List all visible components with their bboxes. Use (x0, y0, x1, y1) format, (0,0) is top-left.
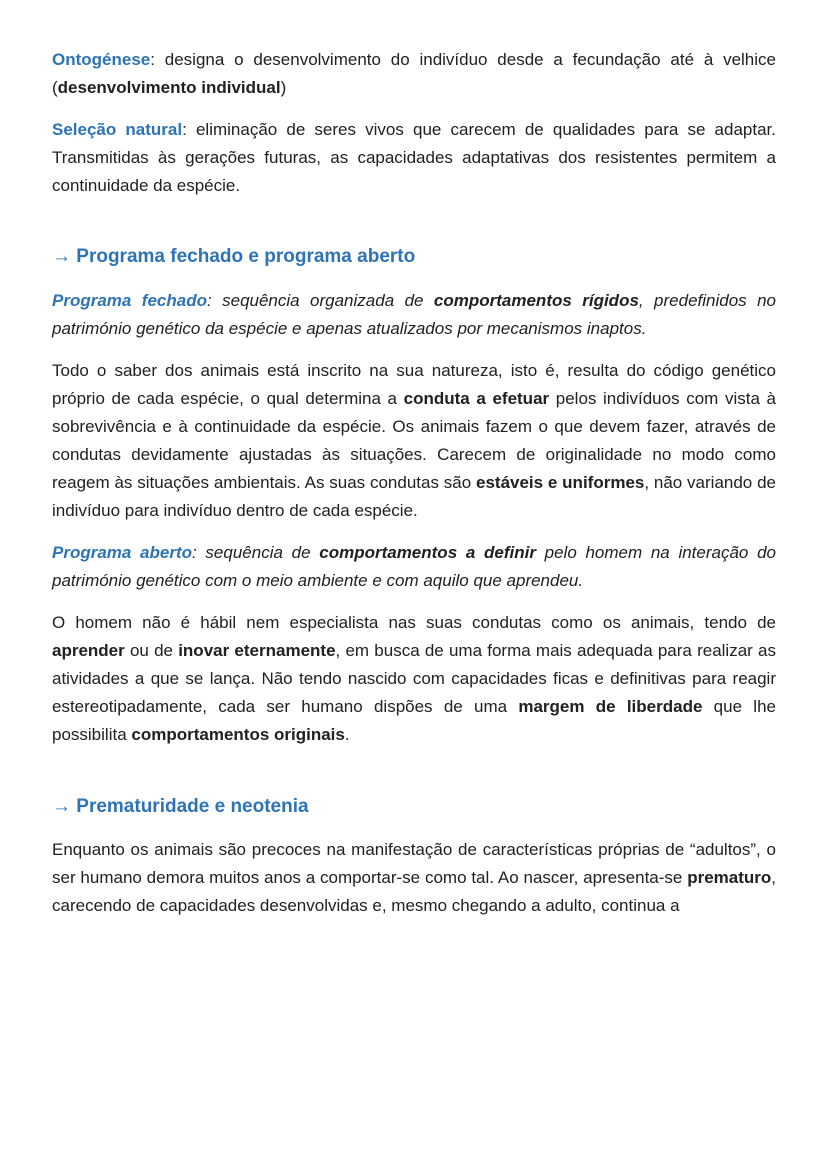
text-segment: , predefinidos no património genético da espécie e apenas atualizados por mecanismos inaptos. (52, 290, 776, 338)
text-segment: que lhe possibilita (52, 697, 776, 745)
text-segment: : sequência de (192, 543, 320, 563)
text-segment: Ontogénese (52, 50, 151, 69)
paragraph-saber-animais (52, 357, 776, 525)
text-segment: pelo homem na interação do património genético com o meio ambiente e com aquilo que aprendeu. (52, 543, 776, 591)
text-segment: Programa fechado (52, 290, 207, 310)
text-segment: prematuro (687, 868, 772, 888)
text-segment: comportamentos rígidos (433, 290, 639, 310)
text-segment: Programa aberto (52, 543, 193, 563)
text-segment: Todo o saber dos animais está inscrito na sua natureza, isto é, resulta do código genético próprio de cada espécie, o qual determina a (52, 360, 776, 408)
text-segment: inovar eternamente (178, 641, 336, 661)
text-segment: . (344, 725, 350, 745)
definition-ontogenese (52, 46, 776, 102)
text-segment: aprender (52, 641, 125, 661)
text-segment: ou de (124, 641, 179, 661)
text-segment: estáveis e uniformes (476, 473, 645, 493)
definition-programa-aberto (52, 539, 776, 595)
text-segment: ) (280, 78, 287, 98)
text-segment: comportamentos a definir (319, 543, 536, 563)
text-segment: O homem não é hábil nem especialista nas suas condutas como os animais, tendo de (52, 613, 776, 633)
text-segment: conduta a efetuar (403, 388, 550, 408)
text-segment: : designa o desenvolvimento do indivíduo desde a fecundação até à velhice ( (52, 50, 776, 98)
text-segment: → Programa fechado e programa aberto (52, 246, 416, 268)
text-segment: : sequência organizada de (206, 290, 434, 310)
paragraph-homem-condutas (52, 609, 776, 749)
text-segment: pelos indivíduos com vista à sobrevivência e à continuidade da espécie. Os animais fazem o que devem fazer, através de condutas devidamente ajustadas às situações. Carecem de originalidade no modo como reagem às situações ambientais. As suas condutas são (52, 388, 776, 493)
text-segment: desenvolvimento individual (57, 78, 281, 98)
text-segment: , não variando de indivíduo para indivíduo dentro de cada espécie. (52, 473, 776, 521)
text-segment: Enquanto os animais são precoces na manifestação de características próprias de “adultos”, o ser humano demora muitos anos a comportar-se como tal. Ao nascer, apresenta-se (52, 840, 776, 888)
definition-selecao-natural (52, 116, 776, 200)
paragraph-prematuridade (52, 836, 776, 920)
text-segment: , em busca de uma forma mais adequada para realizar as atividades a que se lança. Não tendo nascido com capacidades ficas e definitivas para reagir estereotipadamente, cada ser humano dispões de uma (52, 641, 776, 717)
text-segment: → Prematuridade e neotenia (52, 795, 309, 817)
heading-prematuridade-neotenia (52, 794, 776, 821)
text-segment: comportamentos originais (131, 725, 345, 745)
text-segment: margem de liberdade (518, 697, 703, 717)
text-segment: Seleção natural (52, 120, 183, 140)
text-segment: : eliminação de seres vivos que carecem de qualidades para se adaptar. Transmitidas às gerações futuras, as capacidades adaptativas dos resistentes permitem a continuidade da espécie. (52, 120, 776, 196)
definition-programa-fechado (52, 287, 776, 343)
text-segment: , carecendo de capacidades desenvolvidas e, mesmo chegando a adulto, continua a (52, 868, 776, 916)
heading-programa-fechado-aberto (52, 244, 776, 271)
